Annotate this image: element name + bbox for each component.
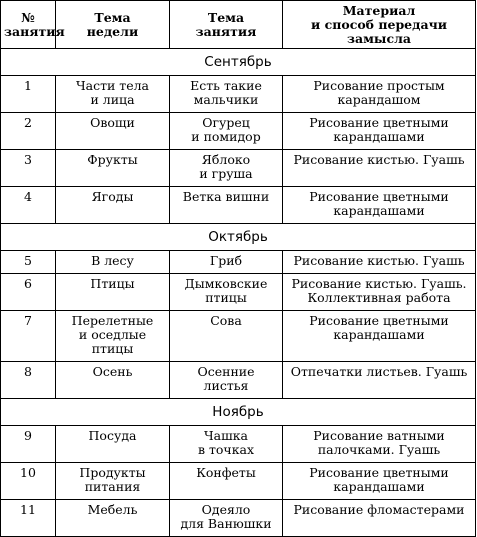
table-row [1,76,476,113]
table-row [1,187,476,224]
lesson-number: 8 [1,362,56,399]
material: Рисование простым карандашом [283,76,476,113]
month-label: Ноябрь [1,399,476,426]
week-theme: Ягоды [56,187,170,224]
week-theme: Фрукты [56,150,170,187]
month-row-october [1,224,476,251]
lesson-theme: Огурец и помидор [170,113,283,150]
header-material: Материал и способ передачи замысла [283,1,476,49]
lesson-theme: Есть такие мальчики [170,76,283,113]
table-row [1,463,476,500]
header-lesson-number: № занятия [1,1,56,49]
material: Рисование фломастерами [283,500,476,537]
lesson-theme: Ветка вишни [170,187,283,224]
material: Рисование кистью. Гуашь. Коллективная работа [283,274,476,311]
table-row [1,251,476,274]
lesson-theme: Гриб [170,251,283,274]
table-row [1,426,476,463]
lesson-theme: Конфеты [170,463,283,500]
material: Рисование кистью. Гуашь [283,251,476,274]
lesson-number: 3 [1,150,56,187]
header-week-theme: Тема недели [56,1,170,49]
week-theme: Продукты питания [56,463,170,500]
month-label: Октябрь [1,224,476,251]
lesson-theme: Осенние листья [170,362,283,399]
lesson-theme: Яблоко и груша [170,150,283,187]
lesson-theme: Дымковские птицы [170,274,283,311]
lesson-number: 5 [1,251,56,274]
month-label: Сентябрь [1,49,476,76]
week-theme: Осень [56,362,170,399]
week-theme: Птицы [56,274,170,311]
material: Рисование цветными карандашами [283,113,476,150]
lesson-number: 1 [1,76,56,113]
table-row [1,274,476,311]
week-theme: В лесу [56,251,170,274]
material: Рисование цветными карандашами [283,187,476,224]
lesson-theme: Одеяло для Ванюшки [170,500,283,537]
lesson-theme: Сова [170,311,283,362]
lesson-number: 6 [1,274,56,311]
week-theme: Перелетные и оседлые птицы [56,311,170,362]
month-row-november [1,399,476,426]
lesson-number: 11 [1,500,56,537]
lesson-number: 10 [1,463,56,500]
table-row [1,311,476,362]
lesson-number: 4 [1,187,56,224]
lesson-theme: Чашка в точках [170,426,283,463]
week-theme: Мебель [56,500,170,537]
week-theme: Овощи [56,113,170,150]
material: Рисование кистью. Гуашь [283,150,476,187]
table-row [1,500,476,537]
material: Рисование цветными карандашами [283,463,476,500]
month-row-september [1,49,476,76]
table-row [1,150,476,187]
lesson-number: 7 [1,311,56,362]
material: Отпечатки листьев. Гуашь [283,362,476,399]
week-theme: Части тела и лица [56,76,170,113]
header-row [1,1,476,49]
table-row [1,113,476,150]
week-theme: Посуда [56,426,170,463]
header-lesson-theme: Тема занятия [170,1,283,49]
material: Рисование ватными палочками. Гуашь [283,426,476,463]
lesson-number: 2 [1,113,56,150]
material: Рисование цветными карандашами [283,311,476,362]
table-row [1,362,476,399]
lesson-number: 9 [1,426,56,463]
